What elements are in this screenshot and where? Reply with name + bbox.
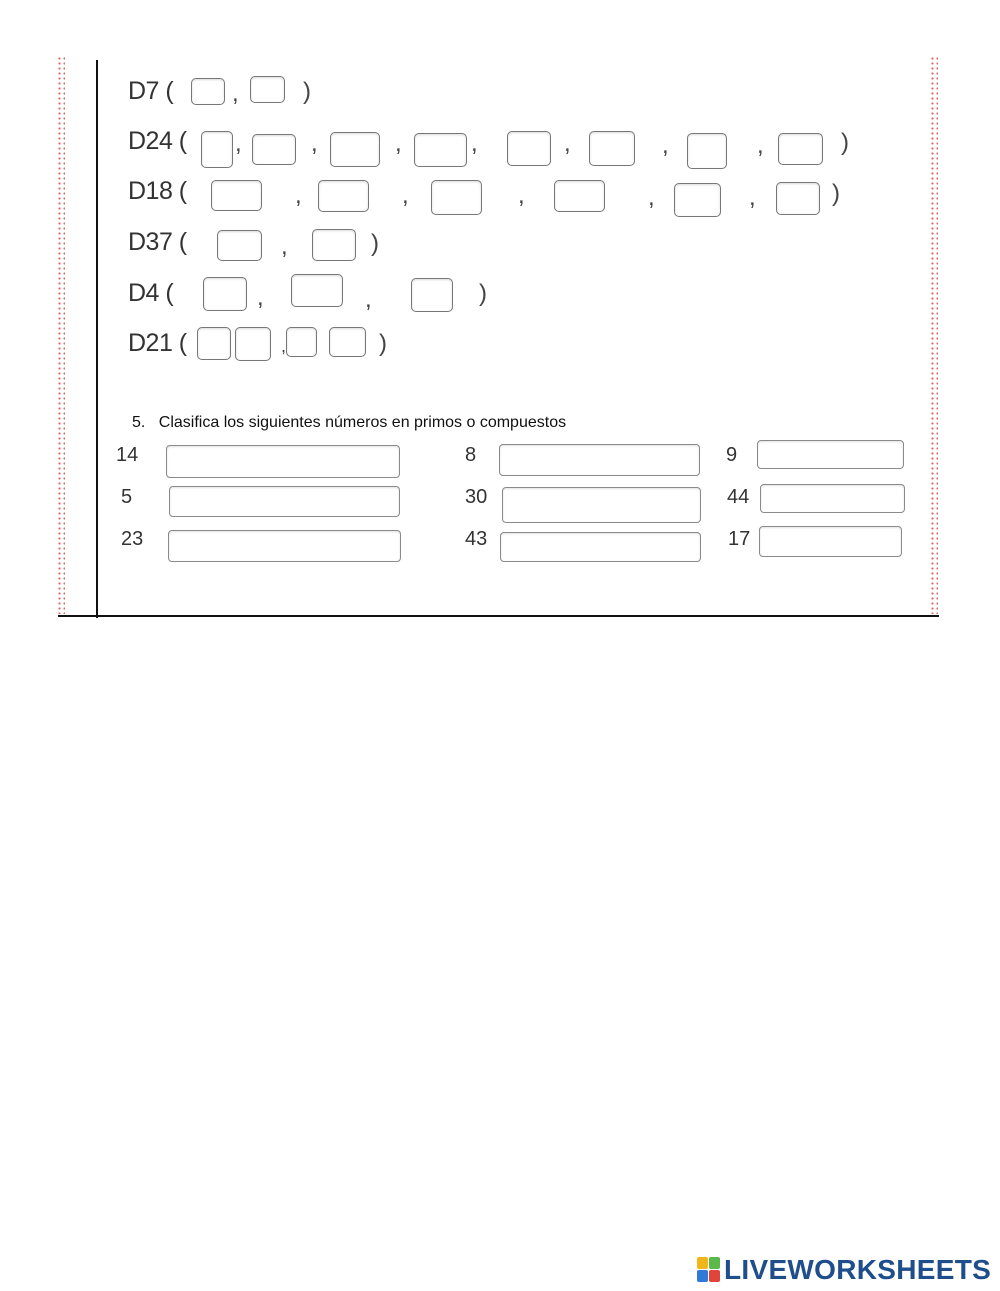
comma: , xyxy=(518,182,525,209)
divisor-input[interactable] xyxy=(778,133,823,165)
comma: , xyxy=(232,80,239,107)
divisor-input[interactable] xyxy=(329,327,366,357)
classification-input[interactable] xyxy=(757,440,904,469)
classification-input[interactable] xyxy=(500,532,701,562)
question-number: 5. xyxy=(132,414,146,431)
number-label: 43 xyxy=(465,528,488,550)
number-label: 17 xyxy=(728,528,751,550)
comma: , xyxy=(757,132,764,159)
divisor-input[interactable] xyxy=(203,277,247,311)
divisor-input[interactable] xyxy=(674,183,721,217)
classification-input[interactable] xyxy=(169,486,400,517)
closing-paren: ) xyxy=(303,78,311,105)
divisor-input[interactable] xyxy=(252,134,296,165)
question-5-heading xyxy=(132,414,566,432)
comma: , xyxy=(402,182,409,209)
classification-input[interactable] xyxy=(502,487,701,523)
closing-paren: ) xyxy=(479,280,487,307)
number-label: 9 xyxy=(726,444,738,466)
row-label-d18: D18 ( xyxy=(128,177,187,205)
row-label-d4: D4 ( xyxy=(128,279,174,307)
divisor-input[interactable] xyxy=(286,327,317,357)
number-label: 5 xyxy=(121,486,133,508)
divisor-input[interactable] xyxy=(201,131,233,168)
comma: , xyxy=(281,336,287,356)
divisor-input[interactable] xyxy=(776,182,820,215)
closing-paren: ) xyxy=(379,330,387,357)
divisor-input[interactable] xyxy=(507,131,551,166)
comma: , xyxy=(395,130,402,157)
comma: , xyxy=(662,132,669,159)
divisor-input[interactable] xyxy=(589,131,635,166)
comma: , xyxy=(257,284,264,311)
divisor-input[interactable] xyxy=(250,76,285,103)
number-label: 14 xyxy=(116,444,139,466)
closing-paren: ) xyxy=(371,230,379,257)
divisor-input[interactable] xyxy=(687,133,727,169)
comma: , xyxy=(564,130,571,157)
liveworksheets-wordmark: LIVEWORKSHEETS xyxy=(724,1254,992,1285)
classification-input[interactable] xyxy=(166,445,400,478)
row-label-d24: D24 ( xyxy=(128,127,187,155)
number-label: 8 xyxy=(465,444,477,466)
liveworksheets-logo xyxy=(697,1255,991,1285)
number-label: 23 xyxy=(121,528,144,550)
row-label-d7: D7 ( xyxy=(128,77,174,105)
liveworksheets-logo-icon xyxy=(697,1257,721,1283)
divisor-input[interactable] xyxy=(411,278,453,312)
comma: , xyxy=(648,184,655,211)
divisor-input[interactable] xyxy=(211,180,262,211)
right-decorative-edge xyxy=(930,56,938,614)
divisor-input[interactable] xyxy=(217,230,262,261)
comma: , xyxy=(295,182,302,209)
number-label: 30 xyxy=(465,486,488,508)
comma: , xyxy=(749,184,756,211)
comma: , xyxy=(235,130,242,157)
divisor-input[interactable] xyxy=(291,274,343,307)
classification-input[interactable] xyxy=(760,484,905,513)
question-text: Clasifica los siguientes números en primos o compuestos xyxy=(158,414,567,431)
divisor-input[interactable] xyxy=(197,327,231,360)
closing-paren: ) xyxy=(841,129,849,156)
comma: , xyxy=(471,130,478,157)
closing-paren: ) xyxy=(832,180,840,207)
divisor-input[interactable] xyxy=(330,132,380,167)
comma: , xyxy=(365,286,372,313)
divisor-input[interactable] xyxy=(554,180,605,212)
left-decorative-edge xyxy=(57,56,65,614)
divisor-input[interactable] xyxy=(235,327,271,361)
divisor-input[interactable] xyxy=(431,180,482,215)
row-label-d21: D21 ( xyxy=(128,329,187,357)
divisor-input[interactable] xyxy=(318,180,369,212)
number-label: 44 xyxy=(727,486,750,508)
divisor-input[interactable] xyxy=(191,78,225,105)
divisor-input[interactable] xyxy=(414,133,467,167)
divisor-input[interactable] xyxy=(312,229,356,261)
page-bottom-line xyxy=(58,615,939,617)
comma: , xyxy=(281,233,288,260)
classification-input[interactable] xyxy=(759,526,902,557)
row-label-d37: D37 ( xyxy=(128,228,187,256)
margin-line xyxy=(96,60,98,618)
comma: , xyxy=(311,130,318,157)
classification-input[interactable] xyxy=(499,444,700,476)
classification-input[interactable] xyxy=(168,530,401,562)
